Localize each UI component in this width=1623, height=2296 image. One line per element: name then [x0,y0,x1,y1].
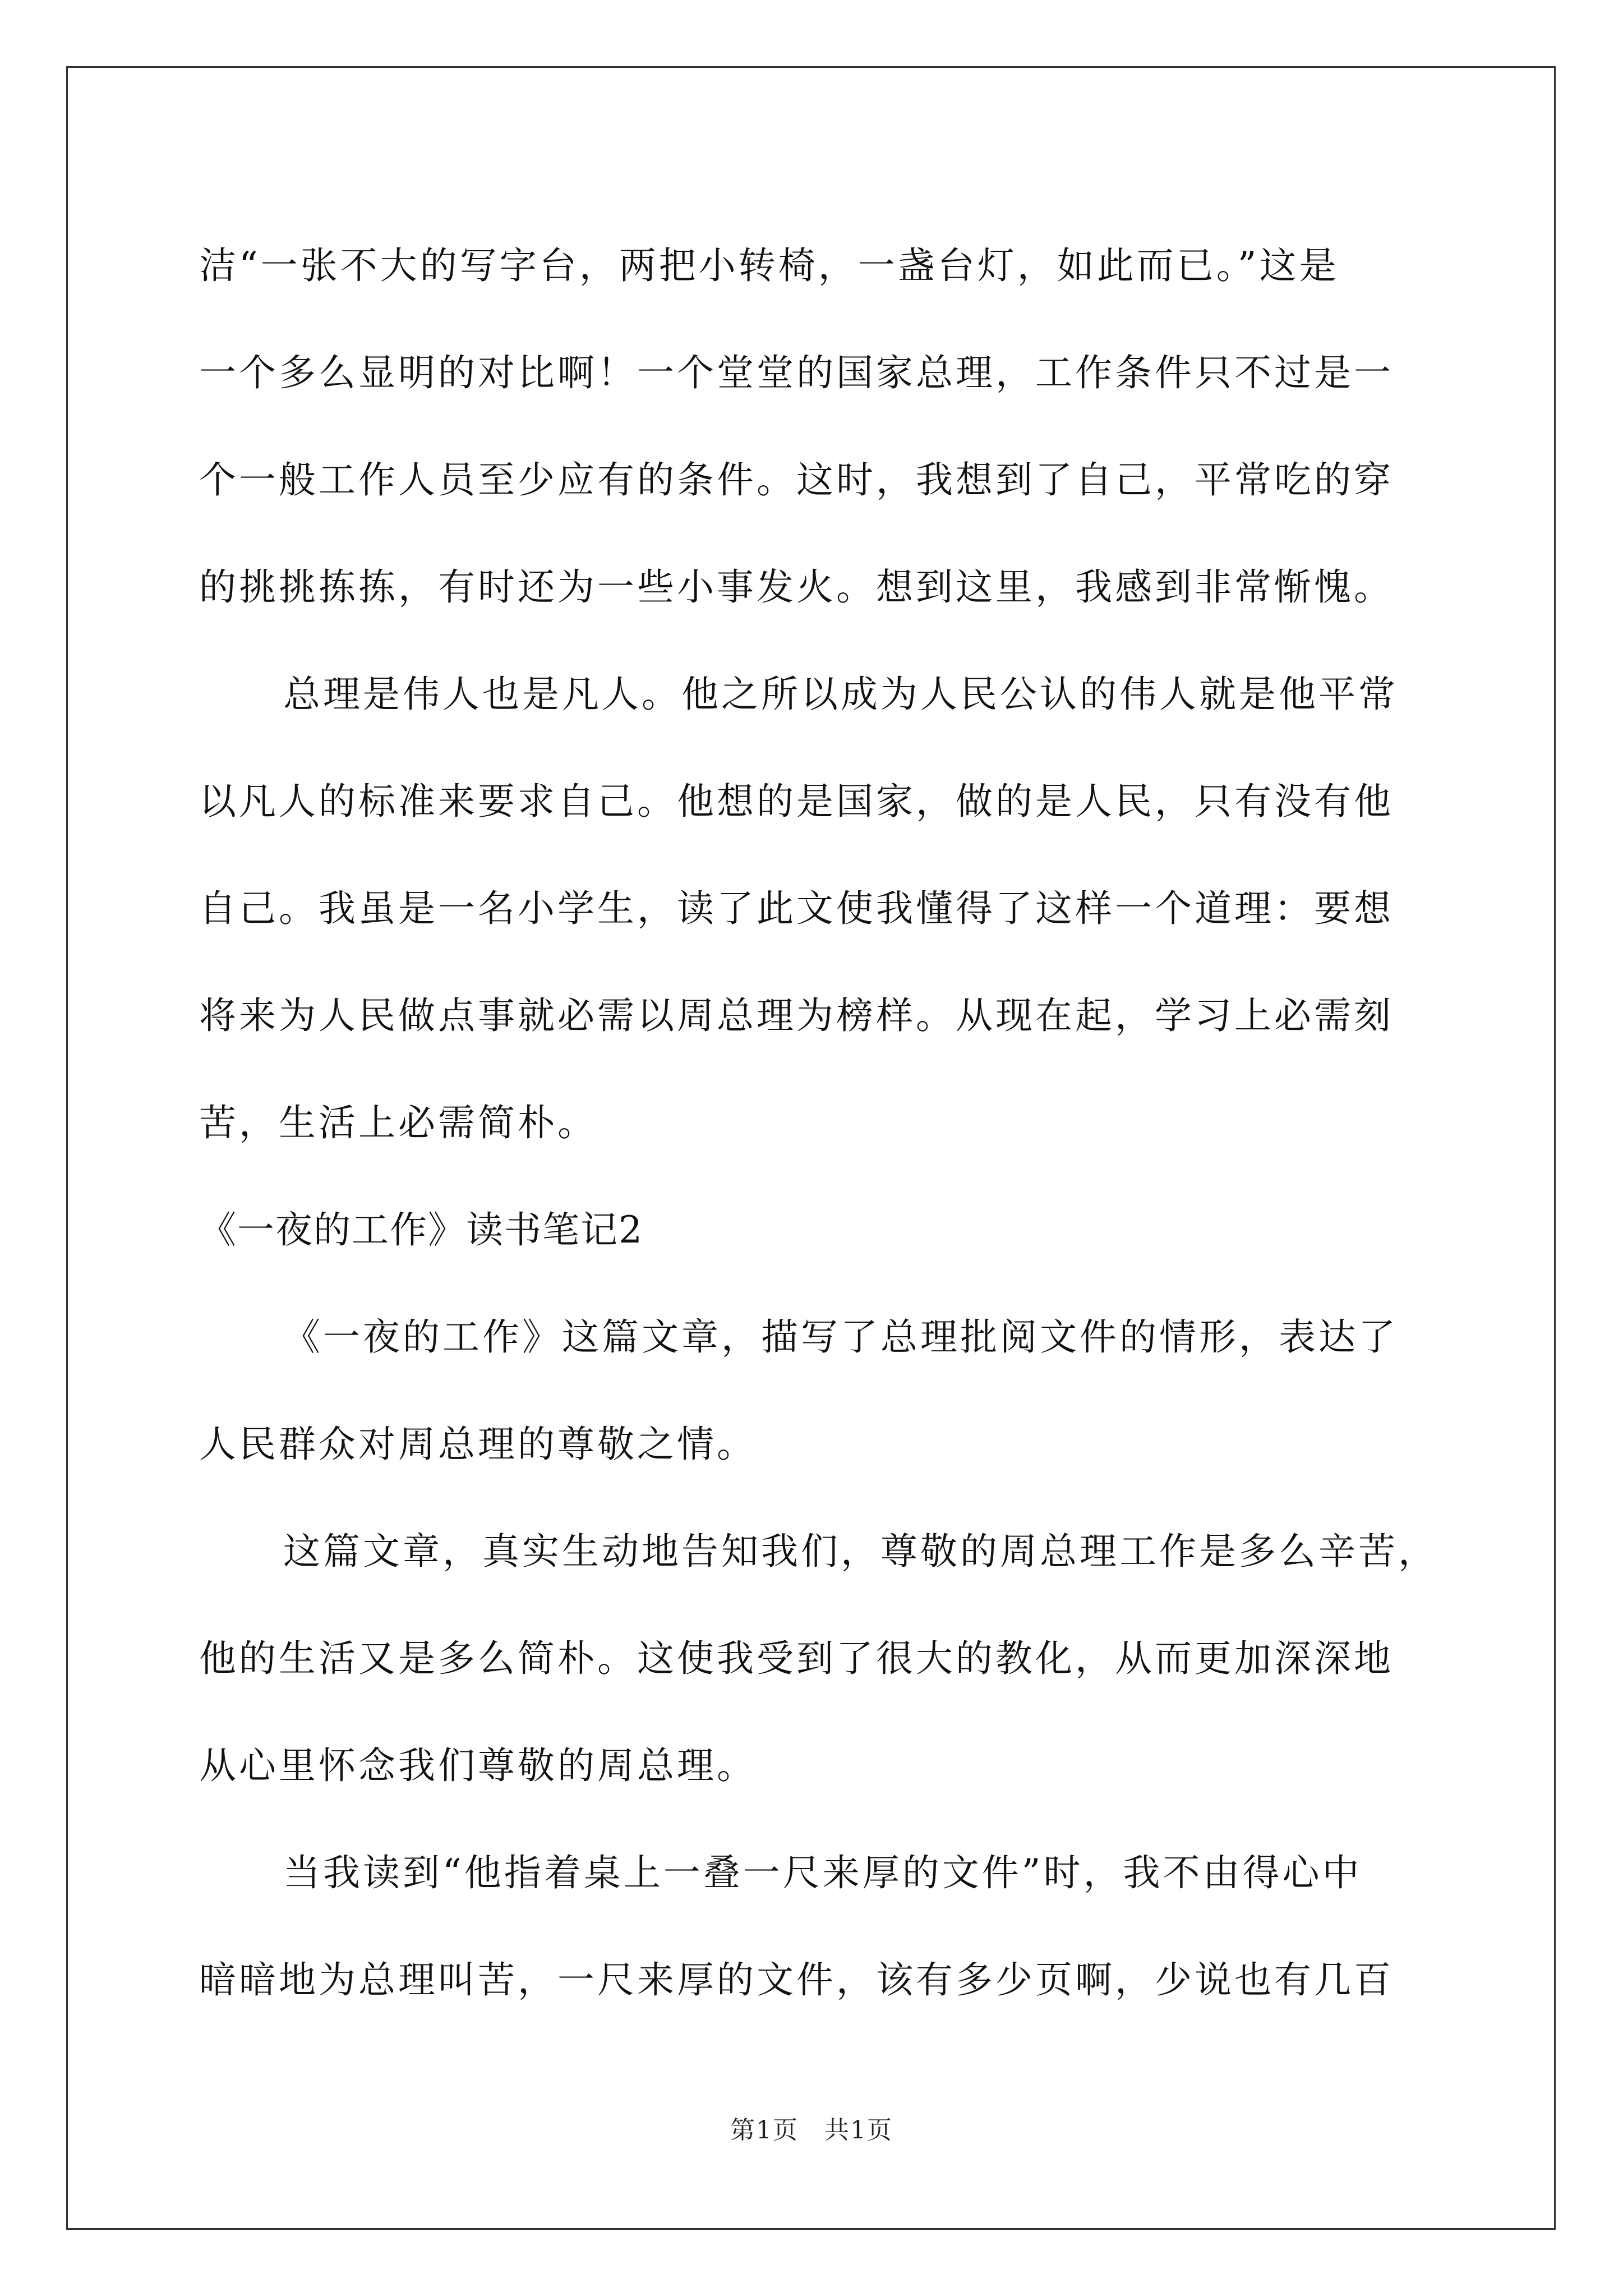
text-line-14: 他的生活又是多么简朴。这使我受到了很大的教化，从而更加深深地 [199,1637,1394,1680]
text-line-4: 的挑挑拣拣，有时还为一些小事发火。想到这里，我感到非常惭愧。 [199,565,1394,609]
text-line-15: 从心里怀念我们尊敬的周总理。 [199,1744,757,1787]
text-line-2: 一个多么显明的对比啊！一个堂堂的国家总理，工作条件只不过是一 [199,351,1394,394]
text-line-12: 人民群众对周总理的尊敬之情。 [199,1423,757,1466]
text-line-9: 苦，生活上必需简朴。 [199,1101,597,1144]
text-line-6: 以凡人的标准来要求自己。他想的是国家，做的是人民，只有没有他 [199,780,1394,823]
page-footer: 第1页 共1页 [730,2116,893,2145]
text-line-11: 《一夜的工作》这篇文章，描写了总理批阅文件的情形，表达了 [283,1315,1398,1359]
text-line-13: 这篇文章，真实生动地告知我们，尊敬的周总理工作是多么辛苦， [283,1530,1438,1573]
document-body [199,212,1438,2033]
text-line-16: 当我读到“他指着桌上一叠一尺来厚的文件”时，我不由得心中 [283,1851,1362,1894]
text-line-5: 总理是伟人也是凡人。他之所以成为人民公认的伟人就是他平常 [283,673,1398,716]
text-line-7: 自己。我虽是一名小学生，读了此文使我懂得了这样一个道理：要想 [199,887,1394,930]
section-heading: 《一夜的工作》读书笔记2 [199,1208,643,1251]
text-line-1: 洁“一张不大的写字台，两把小转椅，一盏台灯，如此而已。”这是 [199,244,1339,287]
text-line-8: 将来为人民做点事就必需以周总理为榜样。从现在起，学习上必需刻 [199,994,1394,1037]
text-line-3: 个一般工作人员至少应有的条件。这时，我想到了自己，平常吃的穿 [199,458,1394,501]
text-line-17: 暗暗地为总理叫苦，一尺来厚的文件，该有多少页啊，少说也有几百 [199,1958,1394,2001]
